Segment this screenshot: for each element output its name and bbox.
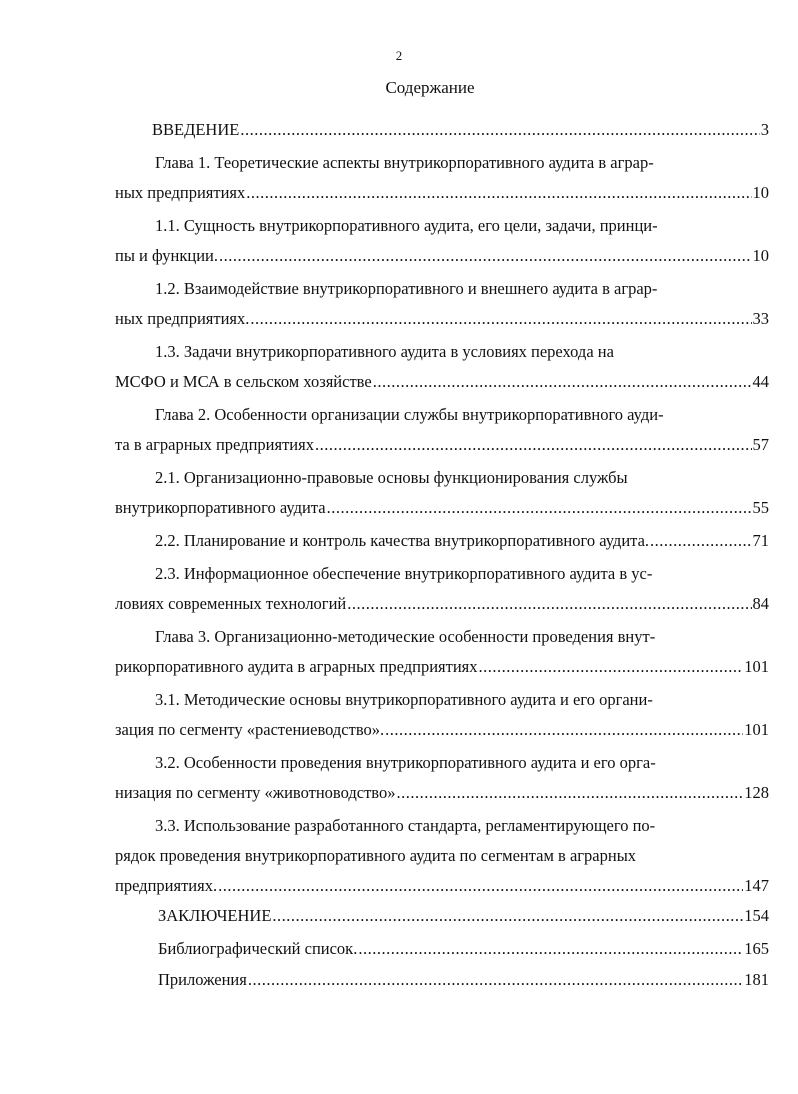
leader-dots [650,529,751,553]
leader-dots [396,781,743,805]
toc-entry-3-1-line-1: 3.1. Методические основы внутрикорпоративного аудита и его органи- [155,690,653,709]
leader-dots [327,496,752,520]
leader-dots [272,904,743,928]
toc-entry-3-1 [115,718,769,742]
toc-page-number: 147 [744,876,769,895]
toc-entry-text: ЗАКЛЮЧЕНИЕ [158,906,272,925]
toc-entry-2-3-line-1: 2.3. Информационное обеспечение внутрикорпоративного аудита в ус- [155,564,653,583]
toc-page-number: 84 [752,594,769,613]
toc-entry-text: ловиях современных технологий [115,594,347,613]
toc-page-number: 165 [744,939,769,958]
leader-dots [347,592,751,616]
page-number: 2 [395,48,403,63]
toc-entry-1-3-line-1: 1.3. Задачи внутрикорпоративного аудита в условиях перехода на [155,342,614,361]
leader-dots [373,370,752,394]
toc-page-number: 10 [752,183,769,202]
page-title: Содержание [385,78,475,97]
toc-entry-text: ных предприятиях [115,183,246,202]
toc-page-number: 55 [752,498,769,517]
toc-entry-chapter-1 [115,181,769,205]
leader-dots [479,655,744,679]
leader-dots [218,874,743,898]
toc-entry-chapter-1-line-1: Глава 1. Теоретические аспекты внутрикорпоративного аудита в аграр- [155,153,654,172]
toc-entry-1-2 [115,307,769,331]
toc-entry-2-1-line-1: 2.1. Организационно-правовые основы функционирования службы [155,468,628,487]
toc-page-number: 44 [752,372,769,391]
leader-dots [219,244,752,268]
toc-entry-3-3-line-2: рядок проведения внутрикорпоративного аудита по сегментам в аграрных [115,846,637,865]
toc-entry-1-1-line-1: 1.1. Сущность внутрикорпоративного аудита, его цели, задачи, принци- [155,216,658,235]
toc-page-number: 57 [752,435,769,454]
toc-entry-intro [152,118,769,142]
toc-entry-1-3 [115,370,769,394]
toc-entry-text: пы и функции. [115,246,218,265]
toc-entry-2-1 [115,496,769,520]
toc-entry-3-2 [115,781,769,805]
toc-entry-2-3 [115,592,769,616]
toc-entry-chapter-3 [115,655,769,679]
toc-page-number: 3 [760,120,769,139]
toc-entry-text: МСФО и МСА в сельском хозяйстве [115,372,372,391]
leader-dots [248,968,743,992]
toc-page-number: 181 [744,970,769,989]
toc-entry-chapter-3-line-1: Глава 3. Организационно-методические особенности проведения внут- [155,627,656,646]
toc-entry-2-2 [155,529,769,553]
toc-page-number: 154 [744,906,769,925]
toc-entry-3-2-line-1: 3.2. Особенности проведения внутрикорпоративного аудита и его орга- [155,753,656,772]
toc-entry-text: 2.2. Планирование и контроль качества внутрикорпоративного аудита. [155,531,650,550]
toc-entry-text: рикорпоративного аудита в аграрных предприятиях [115,657,478,676]
toc-entry-bibliography [158,937,769,961]
toc-page-number: 33 [752,309,769,328]
toc-entry-chapter-2-line-1: Глава 2. Особенности организации службы внутрикорпоративного ауди- [155,405,664,424]
leader-dots [358,937,743,961]
toc-entry-text: зация по сегменту «растениеводство». [115,720,385,739]
toc-entry-conclusion [158,904,769,928]
leader-dots [240,118,759,142]
toc-entry-appendix [158,968,769,992]
toc-entry-text: низация по сегменту «животноводство» [115,783,396,802]
leader-dots [315,433,752,457]
toc-page-number: 128 [744,783,769,802]
toc-entry-3-3-line-1: 3.3. Использование разработанного стандарта, регламентирующего по- [155,816,656,835]
toc-entry-text: Приложения [158,970,247,989]
toc-entry-1-2-line-1: 1.2. Взаимодействие внутрикорпоративного и внешнего аудита в аграр- [155,279,658,298]
toc-entry-text: ных предприятиях. [115,309,250,328]
toc-page-number: 101 [744,720,769,739]
leader-dots [250,307,751,331]
toc-page-number: 10 [752,246,769,265]
toc-entry-chapter-2 [115,433,769,457]
toc-entry-text: та в аграрных предприятиях [115,435,314,454]
toc-entry-1-1 [115,244,769,268]
toc-page-number: 101 [744,657,769,676]
leader-dots [385,718,743,742]
toc-page-number: 71 [752,531,769,550]
toc-entry-text: ВВЕДЕНИЕ [152,120,240,139]
toc-entry-text: предприятиях. [115,876,218,895]
leader-dots [246,181,751,205]
toc-entry-text: Библиографический список. [158,939,358,958]
toc-entry-text: внутрикорпоративного аудита [115,498,326,517]
toc-entry-3-3 [115,874,769,898]
